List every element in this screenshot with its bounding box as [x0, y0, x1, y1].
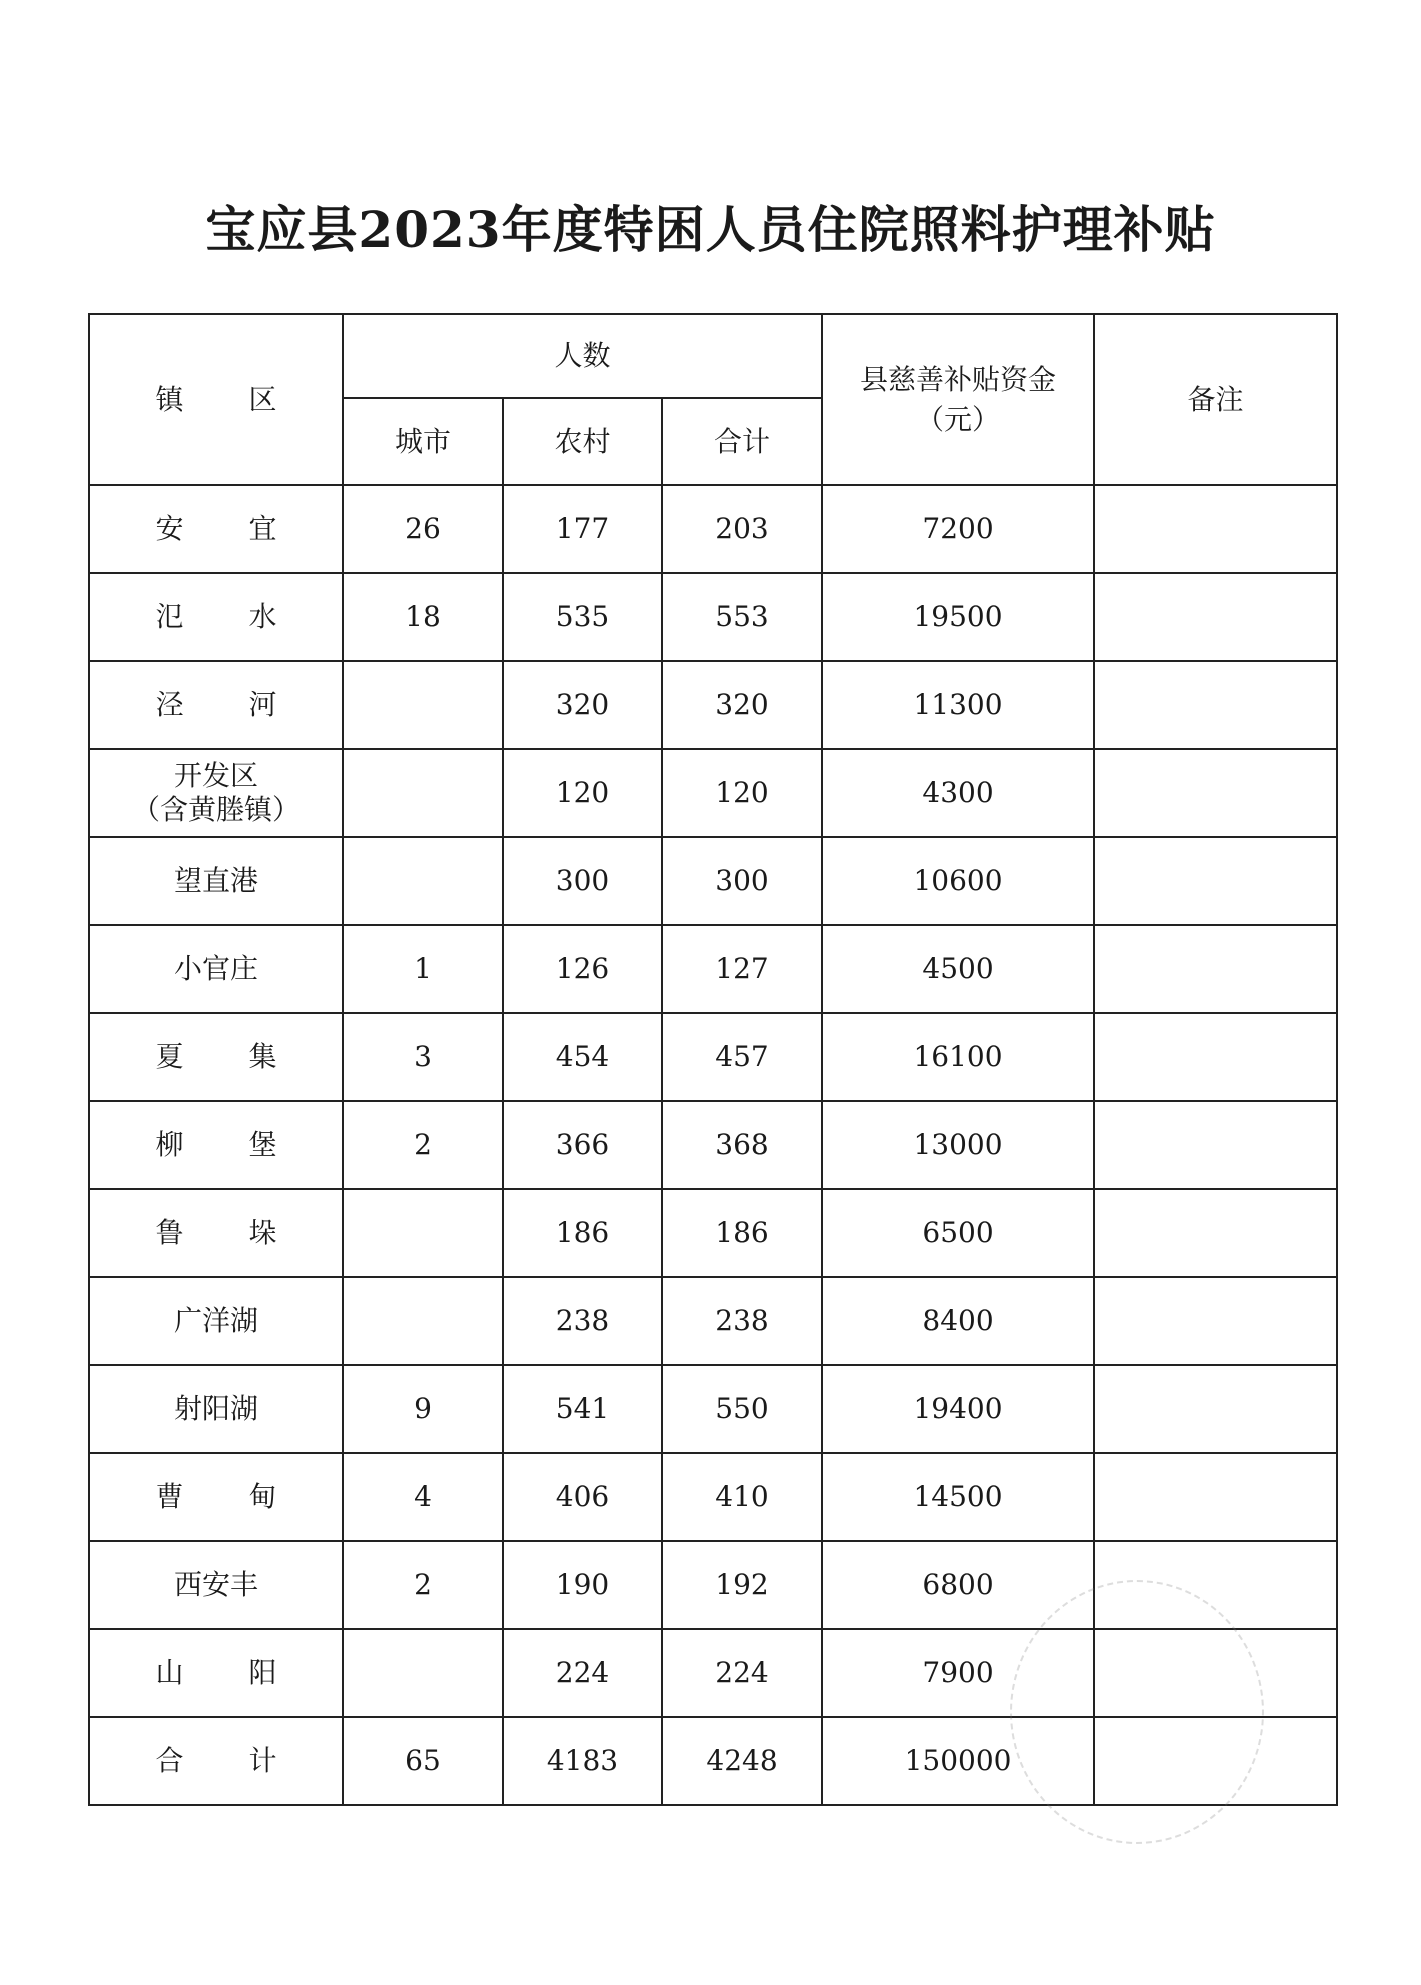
town-name: 柳 堡	[155, 1128, 305, 1162]
remarks-cell	[1094, 661, 1337, 749]
remarks-cell	[1094, 749, 1337, 837]
remarks-cell	[1094, 837, 1337, 925]
town-cell	[89, 837, 343, 925]
header-subtotal: 合计	[662, 398, 822, 485]
city-cell	[343, 1629, 503, 1717]
funds-cell: 7900	[822, 1629, 1094, 1717]
total-cell: 410	[662, 1453, 822, 1541]
town-name: 望直港	[173, 864, 258, 898]
table-row	[89, 749, 1337, 837]
header-remarks: 备注	[1094, 314, 1337, 485]
funds-cell: 150000	[822, 1717, 1094, 1805]
header-rural: 农村	[503, 398, 662, 485]
remarks-cell	[1094, 1541, 1337, 1629]
town-name: 曹 甸	[155, 1480, 305, 1514]
funds-cell: 10600	[822, 837, 1094, 925]
rural-cell: 4183	[503, 1717, 662, 1805]
city-cell	[343, 1189, 503, 1277]
town-cell	[89, 1365, 343, 1453]
town-name: 安 宜	[155, 512, 305, 546]
table-row	[89, 925, 1337, 1013]
funds-cell: 4500	[822, 925, 1094, 1013]
table-row	[89, 1013, 1337, 1101]
town-note: （含黄塍镇）	[131, 793, 300, 826]
page-title: 宝应县2023年度特困人员住院照料护理补贴	[205, 200, 1216, 259]
city-cell	[343, 661, 503, 749]
town-cell	[89, 925, 343, 1013]
total-cell: 300	[662, 837, 822, 925]
total-cell: 224	[662, 1629, 822, 1717]
town-cell	[89, 485, 343, 573]
city-cell: 18	[343, 573, 503, 661]
funds-cell: 4300	[822, 749, 1094, 837]
table-row	[89, 485, 1337, 573]
total-cell: 186	[662, 1189, 822, 1277]
remarks-cell	[1094, 1277, 1337, 1365]
table-row	[89, 1277, 1337, 1365]
town-cell	[89, 1013, 343, 1101]
city-cell: 26	[343, 485, 503, 573]
funds-cell: 13000	[822, 1101, 1094, 1189]
town-cell	[89, 573, 343, 661]
remarks-cell	[1094, 1189, 1337, 1277]
total-cell: 368	[662, 1101, 822, 1189]
town-cell	[89, 1541, 343, 1629]
city-cell: 2	[343, 1101, 503, 1189]
rural-cell: 120	[503, 749, 662, 837]
header-funds-unit: （元）	[916, 402, 1001, 436]
funds-cell: 7200	[822, 485, 1094, 573]
rural-cell: 366	[503, 1101, 662, 1189]
town-name: 氾 水	[155, 600, 305, 634]
table-row	[89, 837, 1337, 925]
total-cell: 120	[662, 749, 822, 837]
town-name: 泾 河	[155, 688, 305, 722]
rural-cell: 190	[503, 1541, 662, 1629]
town-name: 射阳湖	[173, 1392, 258, 1426]
city-cell	[343, 749, 503, 837]
funds-cell: 11300	[822, 661, 1094, 749]
funds-cell: 6800	[822, 1541, 1094, 1629]
header-row	[89, 314, 1337, 398]
rural-cell: 224	[503, 1629, 662, 1717]
total-cell: 553	[662, 573, 822, 661]
town-name: 广洋湖	[173, 1304, 258, 1338]
funds-cell: 6500	[822, 1189, 1094, 1277]
city-cell	[343, 1277, 503, 1365]
total-cell: 127	[662, 925, 822, 1013]
town-name: 山 阳	[155, 1656, 305, 1690]
funds-cell: 8400	[822, 1277, 1094, 1365]
town-cell	[89, 1453, 343, 1541]
total-cell: 457	[662, 1013, 822, 1101]
rural-cell: 186	[503, 1189, 662, 1277]
table-row	[89, 1101, 1337, 1189]
remarks-cell	[1094, 1453, 1337, 1541]
table-row	[89, 1541, 1337, 1629]
town-cell	[89, 749, 343, 837]
city-cell: 4	[343, 1453, 503, 1541]
rural-cell: 238	[503, 1277, 662, 1365]
town-name: 合 计	[155, 1744, 305, 1778]
town-cell	[89, 1629, 343, 1717]
rural-cell: 454	[503, 1013, 662, 1101]
city-cell: 9	[343, 1365, 503, 1453]
town-cell	[89, 1277, 343, 1365]
rural-cell: 300	[503, 837, 662, 925]
remarks-cell	[1094, 1365, 1337, 1453]
remarks-cell	[1094, 573, 1337, 661]
total-cell: 320	[662, 661, 822, 749]
remarks-cell	[1094, 1629, 1337, 1717]
rural-cell: 320	[503, 661, 662, 749]
table-row	[89, 1453, 1337, 1541]
remarks-cell	[1094, 1717, 1337, 1805]
table-row	[89, 1365, 1337, 1453]
total-cell: 550	[662, 1365, 822, 1453]
funds-cell: 19500	[822, 573, 1094, 661]
remarks-cell	[1094, 1013, 1337, 1101]
header-people: 人数	[343, 314, 822, 398]
table-row	[89, 1629, 1337, 1717]
funds-cell: 14500	[822, 1453, 1094, 1541]
rural-cell: 177	[503, 485, 662, 573]
remarks-cell	[1094, 485, 1337, 573]
subsidy-table	[88, 313, 1338, 1806]
rural-cell: 535	[503, 573, 662, 661]
town-cell	[89, 1189, 343, 1277]
header-funds-label: 县慈善补贴资金	[860, 363, 1057, 397]
town-name: 鲁 垛	[155, 1216, 305, 1250]
header-city: 城市	[343, 398, 503, 485]
funds-cell: 19400	[822, 1365, 1094, 1453]
table-row	[89, 1189, 1337, 1277]
city-cell: 1	[343, 925, 503, 1013]
total-row	[89, 1717, 1337, 1805]
city-cell	[343, 837, 503, 925]
city-cell: 3	[343, 1013, 503, 1101]
town-name: 夏 集	[155, 1040, 305, 1074]
table-row	[89, 573, 1337, 661]
header-town: 镇 区	[89, 314, 343, 485]
funds-cell: 16100	[822, 1013, 1094, 1101]
total-cell: 192	[662, 1541, 822, 1629]
town-cell	[89, 1717, 343, 1805]
rural-cell: 126	[503, 925, 662, 1013]
city-cell: 65	[343, 1717, 503, 1805]
table-body	[89, 485, 1337, 1805]
total-cell: 4248	[662, 1717, 822, 1805]
total-cell: 203	[662, 485, 822, 573]
town-cell	[89, 1101, 343, 1189]
remarks-cell	[1094, 1101, 1337, 1189]
header-funds	[822, 314, 1094, 485]
total-cell: 238	[662, 1277, 822, 1365]
town-name: 开发区	[173, 759, 258, 793]
town-name: 小官庄	[173, 952, 258, 986]
city-cell: 2	[343, 1541, 503, 1629]
town-cell	[89, 661, 343, 749]
table-row	[89, 661, 1337, 749]
rural-cell: 541	[503, 1365, 662, 1453]
remarks-cell	[1094, 925, 1337, 1013]
rural-cell: 406	[503, 1453, 662, 1541]
town-name: 西安丰	[173, 1568, 258, 1602]
